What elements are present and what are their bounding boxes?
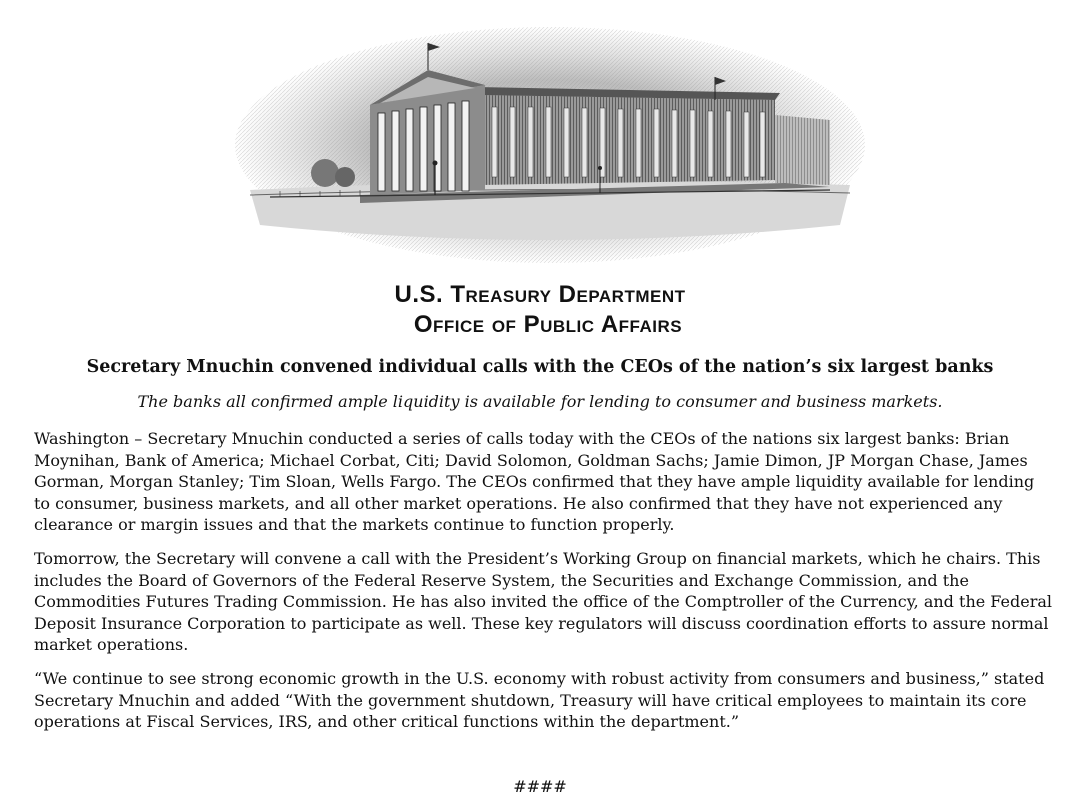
office-name: Office of Public Affairs	[413, 311, 683, 338]
body-paragraph-3: “We continue to see strong economic growth in the U.S. economy with robust activity from consumers and business,” stated Secretary Mnuchin and added “With the government shutdown, Treasury will have critical employees to maintain its core operations at Fiscal Services, IRS, and other critical functions within the department.”	[34, 669, 1045, 732]
body-paragraph-2: Tomorrow, the Secretary will convene a call with the President’s Working Group on financial markets, which he chairs. This includes the Board of Governors of the Federal Reserve System, the Securities and Exchange Commission, and the Commodities Futures Trading Commission. He has also invited the office of the Comptroller of the Currency, and the Federal Deposit Insurance Corporation to participate as well. These key regulators will discuss coordination efforts to assure normal market operations.	[34, 549, 1053, 655]
end-of-release-mark: ####	[513, 777, 567, 796]
organization-name: U.S. Treasury Department	[394, 281, 686, 308]
body-paragraph-1: Washington – Secretary Mnuchin conducted a series of calls today with the CEOs of the nations six largest banks: Brian Moynihan, Bank of America; Michael Corbat, Citi; David Solomon, Goldman Sachs; Jamie Dimon, JP Morgan Chase, James Gorman, Morgan Stanley; Tim Sloan, Wells Fargo. The CEOs confirmed that they have ample liquidity available for lending to consumer, business markets, and all other market operations. He also confirmed that they have not experienced any clearance or margin issues and that the markets continue to function properly.	[34, 429, 1035, 535]
treasury-building-engraving	[230, 25, 870, 265]
press-release-subheadline: The banks all confirmed ample liquidity is available for lending to consumer and business markets.	[137, 392, 943, 411]
press-release-headline: Secretary Mnuchin convened individual calls with the CEOs of the nation’s six largest banks	[86, 357, 994, 377]
